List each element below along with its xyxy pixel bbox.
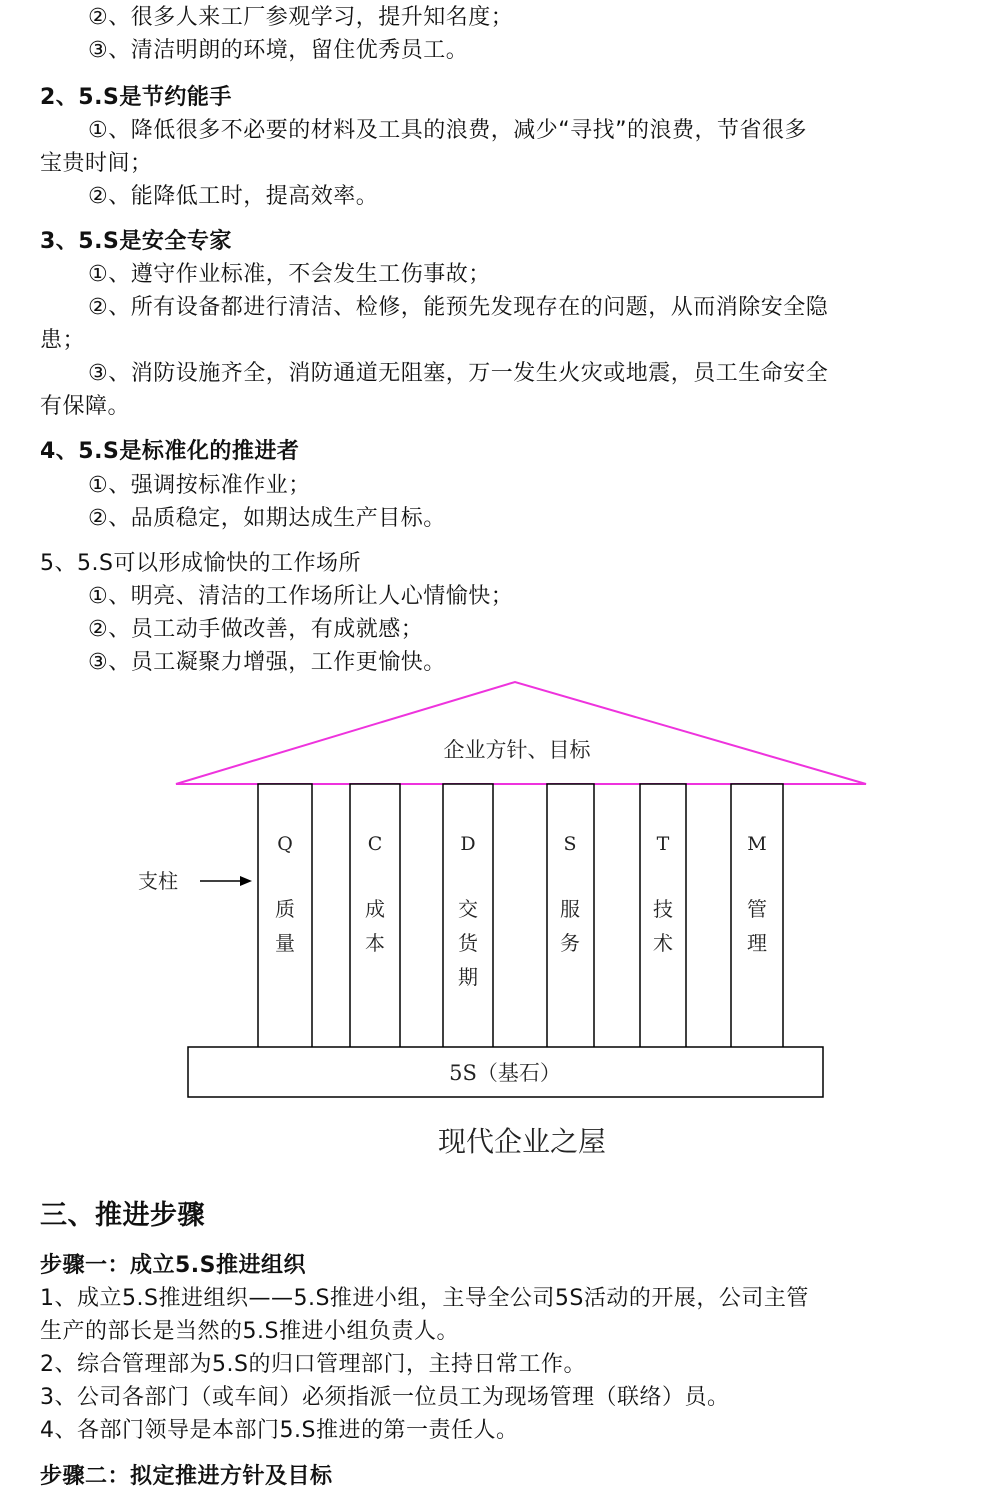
saver-item-2: ②、能降低工时，提高效率。 — [88, 184, 379, 209]
pillar-s-char-2: 务 — [560, 931, 580, 955]
safety-item-3-line-2: 有保障。 — [40, 394, 131, 419]
step-1-item-3: 3、公司各部门（或车间）必须指派一位员工为现场管理（联络）员。 — [40, 1385, 730, 1410]
workplace-item-3: ③、员工凝聚力增强，工作更愉快。 — [88, 650, 446, 675]
step-1-item-4: 4、各部门领导是本部门5.S推进的第一责任人。 — [40, 1418, 519, 1443]
pillar-c-letter: C — [367, 833, 383, 855]
pillar-t-letter: T — [656, 833, 670, 855]
standard-item-2: ②、品质稳定，如期达成生产目标。 — [88, 506, 446, 531]
saver-item-1-line-2: 宝贵时间； — [40, 151, 153, 176]
pillar-c-char-2: 本 — [365, 931, 385, 955]
section-heading-safety: 3、5.S是安全专家 — [40, 229, 232, 254]
pillar-label: 支柱 — [138, 869, 178, 893]
workplace-item-1: ①、明亮、清洁的工作场所让人心情愉快； — [88, 584, 514, 609]
benefit-item-3: ③、清洁明朗的环境，留住优秀员工。 — [88, 38, 469, 63]
pillar-c-char-1: 成 — [365, 897, 385, 921]
saver-item-1-line-1: ①、降低很多不必要的材料及工具的浪费，减少“寻找”的浪费，节省很多 — [88, 118, 808, 143]
step-1-item-1-line-2: 生产的部长是当然的5.S推进小组负责人。 — [40, 1319, 459, 1344]
roof — [176, 682, 866, 784]
section-heading-saver: 2、5.S是节约能手 — [40, 85, 232, 110]
section-heading-standard: 4、5.S是标准化的推进者 — [40, 439, 300, 464]
step-2-heading: 步骤二：拟定推进方针及目标 — [40, 1464, 333, 1489]
safety-item-2-line-1: ②、所有设备都进行清洁、检修，能预先发现存在的问题，从而消除安全隐 — [88, 295, 829, 320]
pillar-d-letter: D — [460, 833, 476, 855]
safety-item-2-line-2: 患； — [40, 328, 86, 353]
benefit-item-2: ②、很多人来工厂参观学习，提升知名度； — [88, 5, 514, 30]
safety-item-3-line-1: ③、消防设施齐全，消防通道无阻塞，万一发生火灾或地震，员工生命安全 — [88, 361, 829, 386]
pillar-s-char-1: 服 — [560, 897, 580, 921]
diagram-caption: 现代企业之屋 — [437, 1125, 607, 1158]
workplace-item-2: ②、员工动手做改善，有成就感； — [88, 617, 424, 642]
safety-item-1: ①、遵守作业标准，不会发生工伤事故； — [88, 262, 491, 287]
pillar-q-letter: Q — [277, 833, 293, 855]
pillar-d-char-3: 期 — [458, 965, 478, 989]
pillar-s-letter: S — [563, 833, 577, 855]
step-1-item-2: 2、综合管理部为5.S的归口管理部门，主持日常工作。 — [40, 1352, 586, 1377]
modern-enterprise-house-diagram — [0, 670, 1000, 1170]
pillar-d-char-2: 货 — [458, 931, 478, 955]
pillar-arrow-icon — [240, 876, 252, 886]
pillar-m-char-2: 理 — [747, 931, 767, 955]
pillar-d-char-1: 交 — [458, 897, 478, 921]
pillar-m-letter: M — [747, 833, 767, 855]
step-1-item-1-line-1: 1、成立5.S推进组织——5.S推进小组，主导全公司5S活动的开展，公司主管 — [40, 1286, 809, 1311]
foundation-label: 5S（基石） — [449, 1061, 561, 1085]
standard-item-1: ①、强调按标准作业； — [88, 473, 311, 498]
section-heading-workplace: 5、5.S可以形成愉快的工作场所 — [40, 551, 361, 576]
section-three-title: 三、推进步骤 — [40, 1200, 205, 1231]
pillar-t-char-2: 术 — [653, 931, 673, 955]
pillar-q-char-2: 量 — [275, 931, 295, 955]
pillar-t-char-1: 技 — [653, 897, 673, 921]
pillar-q-char-1: 质 — [275, 897, 295, 921]
pillar-m-char-1: 管 — [747, 897, 767, 921]
step-1-heading: 步骤一：成立5.S推进组织 — [40, 1253, 307, 1278]
roof-label: 企业方针、目标 — [443, 738, 591, 762]
